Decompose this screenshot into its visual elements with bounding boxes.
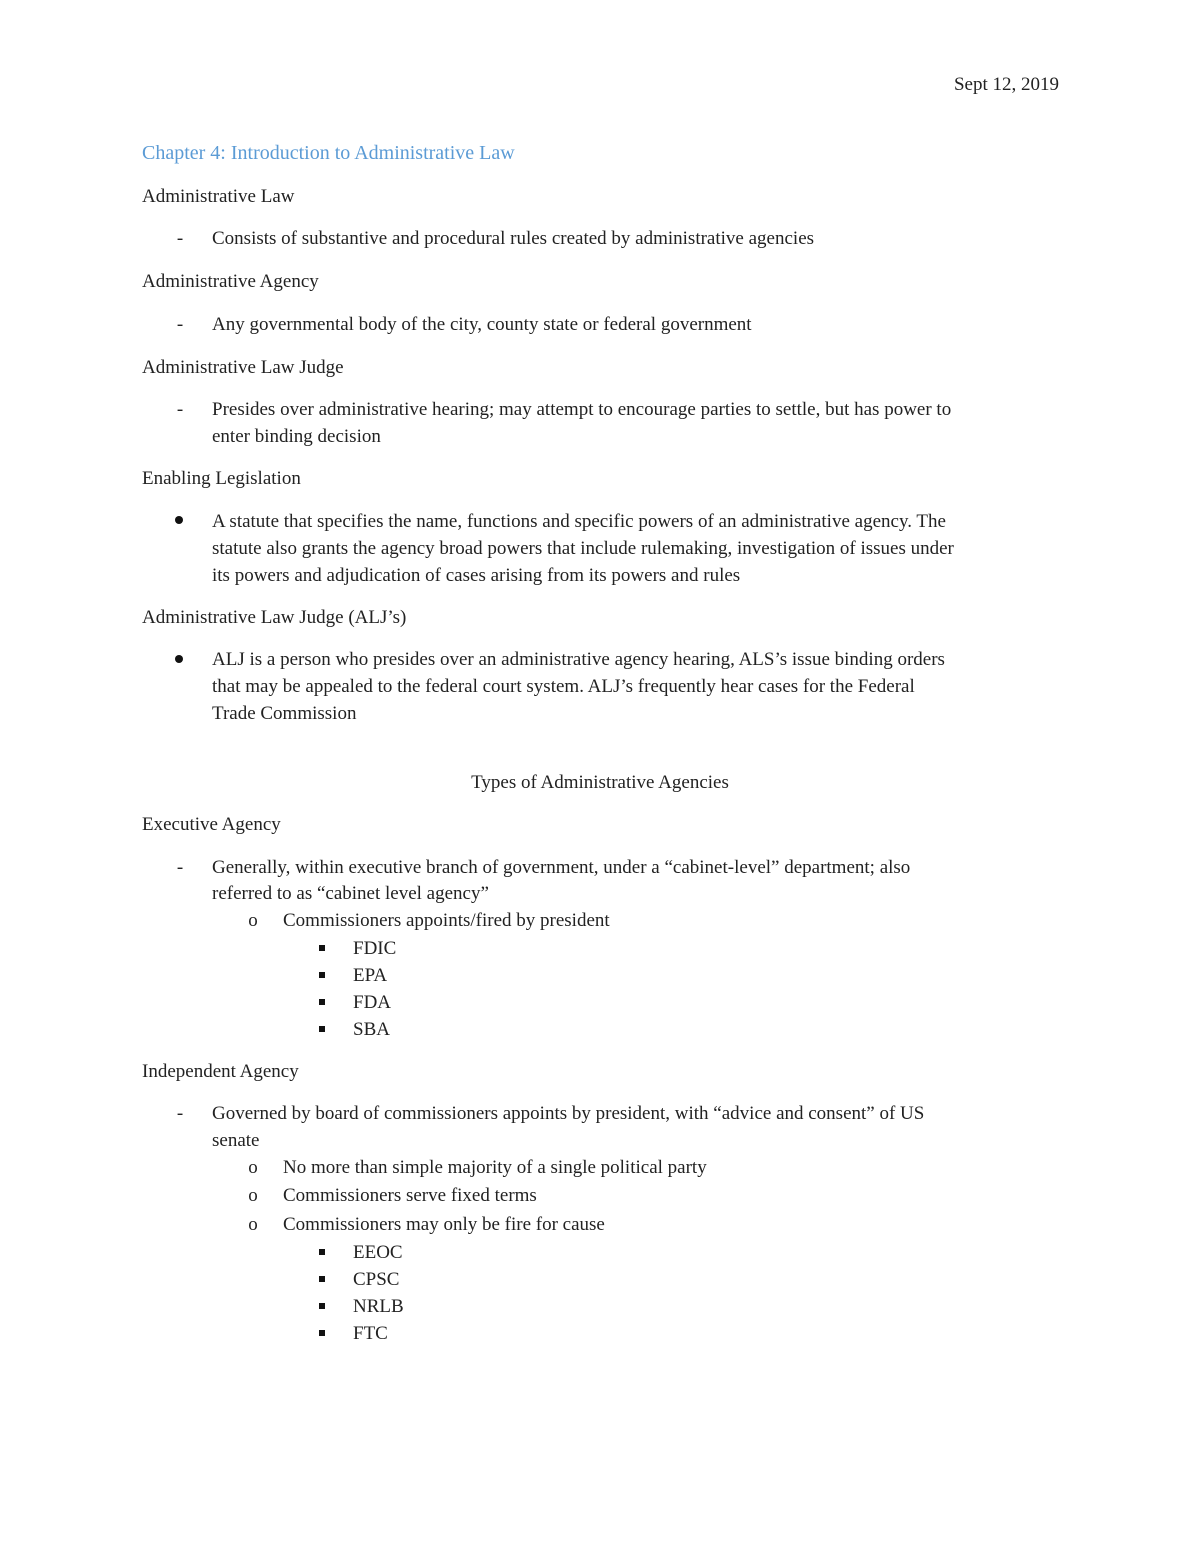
square-bullet-icon bbox=[319, 1303, 325, 1309]
chapter-title: Chapter 4: Introduction to Administrative Law bbox=[142, 142, 515, 164]
section-heading: Executive Agency bbox=[142, 814, 281, 835]
list-item: Consists of substantive and procedural rules created by administrative agencies bbox=[212, 228, 815, 249]
bullet-icon bbox=[175, 516, 183, 524]
section-heading: Administrative Agency bbox=[142, 271, 319, 292]
section-heading: Administrative Law Judge bbox=[142, 357, 344, 378]
agency-item: CPSC bbox=[353, 1269, 400, 1290]
list-item-line: enter binding decision bbox=[212, 426, 381, 447]
dash-marker: - bbox=[176, 1103, 184, 1124]
list-item-line: senate bbox=[212, 1130, 260, 1151]
list-item: Any governmental body of the city, county state or federal government bbox=[212, 314, 752, 335]
list-item-line: Governed by board of commissioners appoints by president, with “advice and consent” of US bbox=[212, 1103, 925, 1124]
square-bullet-icon bbox=[319, 972, 325, 978]
section-heading: Administrative Law bbox=[142, 186, 295, 207]
agency-item: EEOC bbox=[353, 1242, 403, 1263]
circle-marker: o bbox=[248, 910, 258, 931]
dash-marker: - bbox=[176, 399, 184, 420]
sub-item: No more than simple majority of a single political party bbox=[283, 1157, 707, 1178]
list-item-line: A statute that specifies the name, functions and specific powers of an administrative agency. The bbox=[212, 511, 946, 532]
dash-marker: - bbox=[176, 857, 184, 878]
list-item-line: ALJ is a person who presides over an administrative agency hearing, ALS’s issue binding orders bbox=[212, 649, 945, 670]
dash-marker: - bbox=[176, 228, 184, 249]
square-bullet-icon bbox=[319, 945, 325, 951]
agency-item: SBA bbox=[353, 1019, 390, 1040]
list-item-line: Trade Commission bbox=[212, 703, 357, 724]
types-title: Types of Administrative Agencies bbox=[471, 772, 729, 793]
list-item-line: Generally, within executive branch of government, under a “cabinet-level” department; also bbox=[212, 857, 911, 878]
square-bullet-icon bbox=[319, 1276, 325, 1282]
list-item-line: statute also grants the agency broad powers that include rulemaking, investigation of issues under bbox=[212, 538, 954, 559]
agency-item: FTC bbox=[353, 1323, 388, 1344]
agency-item: NRLB bbox=[353, 1296, 404, 1317]
section-heading: Independent Agency bbox=[142, 1061, 299, 1082]
square-bullet-icon bbox=[319, 999, 325, 1005]
list-item-line: that may be appealed to the federal court system. ALJ’s frequently hear cases for the Federal bbox=[212, 676, 915, 697]
section-heading: Enabling Legislation bbox=[142, 468, 301, 489]
agency-item: FDIC bbox=[353, 938, 397, 959]
sub-item: Commissioners appoints/fired by president bbox=[283, 910, 610, 931]
circle-marker: o bbox=[248, 1214, 258, 1235]
section-heading: Administrative Law Judge (ALJ’s) bbox=[142, 607, 407, 628]
square-bullet-icon bbox=[319, 1026, 325, 1032]
dash-marker: - bbox=[176, 314, 184, 335]
square-bullet-icon bbox=[319, 1330, 325, 1336]
list-item-line: its powers and adjudication of cases arising from its powers and rules bbox=[212, 565, 741, 586]
list-item-line: referred to as “cabinet level agency” bbox=[212, 883, 489, 904]
agency-item: EPA bbox=[353, 965, 388, 986]
bullet-icon bbox=[175, 655, 183, 663]
document-date: Sept 12, 2019 bbox=[953, 74, 1059, 95]
square-bullet-icon bbox=[319, 1249, 325, 1255]
circle-marker: o bbox=[248, 1185, 258, 1206]
circle-marker: o bbox=[248, 1157, 258, 1178]
list-item-line: Presides over administrative hearing; may attempt to encourage parties to settle, but has power to bbox=[212, 399, 952, 420]
sub-item: Commissioners serve fixed terms bbox=[283, 1185, 537, 1206]
sub-item: Commissioners may only be fire for cause bbox=[283, 1214, 605, 1235]
agency-item: FDA bbox=[353, 992, 392, 1013]
